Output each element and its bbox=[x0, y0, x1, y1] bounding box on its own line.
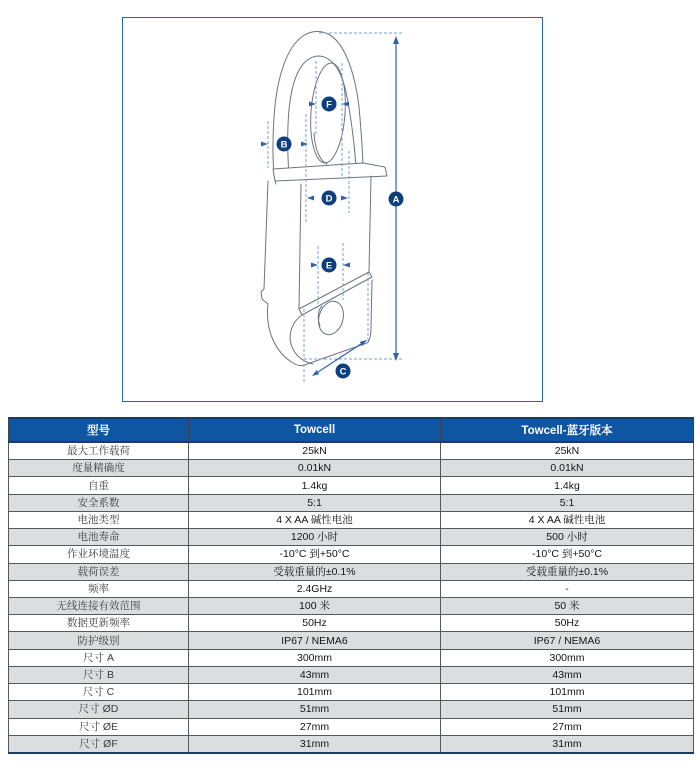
spec-table-body bbox=[9, 442, 694, 753]
dim-letter-E: E bbox=[325, 260, 333, 272]
diagram-frame bbox=[122, 17, 543, 402]
dim-letter-D: D bbox=[325, 193, 333, 205]
row-value: 101mm bbox=[189, 684, 441, 701]
table-row bbox=[9, 442, 694, 460]
table-row bbox=[9, 684, 694, 701]
row-value: 25kN bbox=[441, 442, 694, 460]
row-value: 50Hz bbox=[441, 615, 694, 632]
table-row bbox=[9, 597, 694, 614]
row-value: 1.4kg bbox=[441, 477, 694, 494]
table-row bbox=[9, 511, 694, 528]
row-value: 25kN bbox=[189, 442, 441, 460]
table-row bbox=[9, 632, 694, 649]
row-value: - bbox=[441, 580, 694, 597]
row-label: 安全系数 bbox=[9, 494, 189, 511]
row-label: 电池类型 bbox=[9, 511, 189, 528]
dim-letter-F: F bbox=[326, 99, 332, 111]
row-value: 100 米 bbox=[189, 597, 441, 614]
row-value: -10°C 到+50°C bbox=[189, 546, 441, 563]
row-label: 作业环境温度 bbox=[9, 546, 189, 563]
row-value: 50 米 bbox=[441, 597, 694, 614]
row-value: 101mm bbox=[441, 684, 694, 701]
row-label: 尺寸 ØD bbox=[9, 701, 189, 718]
row-value: IP67 / NEMA6 bbox=[441, 632, 694, 649]
row-label: 尺寸 ØF bbox=[9, 735, 189, 753]
row-value: 43mm bbox=[441, 666, 694, 683]
table-row bbox=[9, 580, 694, 597]
dim-letter-C: C bbox=[339, 366, 347, 378]
row-label: 尺寸 A bbox=[9, 649, 189, 666]
row-label: 电池寿命 bbox=[9, 529, 189, 546]
row-label: 频率 bbox=[9, 580, 189, 597]
load-link-diagram bbox=[123, 18, 542, 401]
dimension-labels bbox=[277, 97, 404, 379]
row-value: 50Hz bbox=[189, 615, 441, 632]
table-row bbox=[9, 718, 694, 735]
row-value: 1200 小时 bbox=[189, 529, 441, 546]
row-value: 5:1 bbox=[189, 494, 441, 511]
row-label: 最大工作载荷 bbox=[9, 442, 189, 460]
row-label: 自重 bbox=[9, 477, 189, 494]
row-value: 受载重量的±0.1% bbox=[441, 563, 694, 580]
row-value: 300mm bbox=[441, 649, 694, 666]
table-row bbox=[9, 735, 694, 753]
col-header-towcell-bluetooth: Towcell-蓝牙版本 bbox=[441, 418, 694, 442]
row-value: 2.4GHz bbox=[189, 580, 441, 597]
dim-letter-B: B bbox=[280, 139, 288, 151]
table-row bbox=[9, 460, 694, 477]
row-value: IP67 / NEMA6 bbox=[189, 632, 441, 649]
table-row bbox=[9, 615, 694, 632]
row-label: 数据更新频率 bbox=[9, 615, 189, 632]
col-header-model: 型号 bbox=[9, 418, 189, 442]
row-label: 防护级别 bbox=[9, 632, 189, 649]
row-label: 尺寸 C bbox=[9, 684, 189, 701]
table-row bbox=[9, 563, 694, 580]
row-value: -10°C 到+50°C bbox=[441, 546, 694, 563]
row-value: 31mm bbox=[189, 735, 441, 753]
row-label: 尺寸 ØE bbox=[9, 718, 189, 735]
row-label: 载荷误差 bbox=[9, 563, 189, 580]
dim-letter-A: A bbox=[392, 194, 400, 206]
row-value: 4 X AA 碱性电池 bbox=[441, 511, 694, 528]
spec-table bbox=[8, 417, 694, 754]
table-row bbox=[9, 701, 694, 718]
row-label: 尺寸 B bbox=[9, 666, 189, 683]
row-value: 0.01kN bbox=[189, 460, 441, 477]
table-row bbox=[9, 477, 694, 494]
row-value: 31mm bbox=[441, 735, 694, 753]
row-value: 1.4kg bbox=[189, 477, 441, 494]
spec-table-header-row bbox=[9, 418, 694, 442]
row-label: 无线连接有效范围 bbox=[9, 597, 189, 614]
row-value: 4 X AA 碱性电池 bbox=[189, 511, 441, 528]
row-label: 度量精确度 bbox=[9, 460, 189, 477]
table-row bbox=[9, 666, 694, 683]
row-value: 51mm bbox=[441, 701, 694, 718]
row-value: 27mm bbox=[189, 718, 441, 735]
table-row bbox=[9, 529, 694, 546]
row-value: 0.01kN bbox=[441, 460, 694, 477]
table-row bbox=[9, 649, 694, 666]
table-row bbox=[9, 546, 694, 563]
row-value: 43mm bbox=[189, 666, 441, 683]
table-row bbox=[9, 494, 694, 511]
row-value: 500 小时 bbox=[441, 529, 694, 546]
row-value: 受载重量的±0.1% bbox=[189, 563, 441, 580]
col-header-towcell: Towcell bbox=[189, 418, 441, 442]
row-value: 51mm bbox=[189, 701, 441, 718]
row-value: 27mm bbox=[441, 718, 694, 735]
row-value: 300mm bbox=[189, 649, 441, 666]
row-value: 5:1 bbox=[441, 494, 694, 511]
